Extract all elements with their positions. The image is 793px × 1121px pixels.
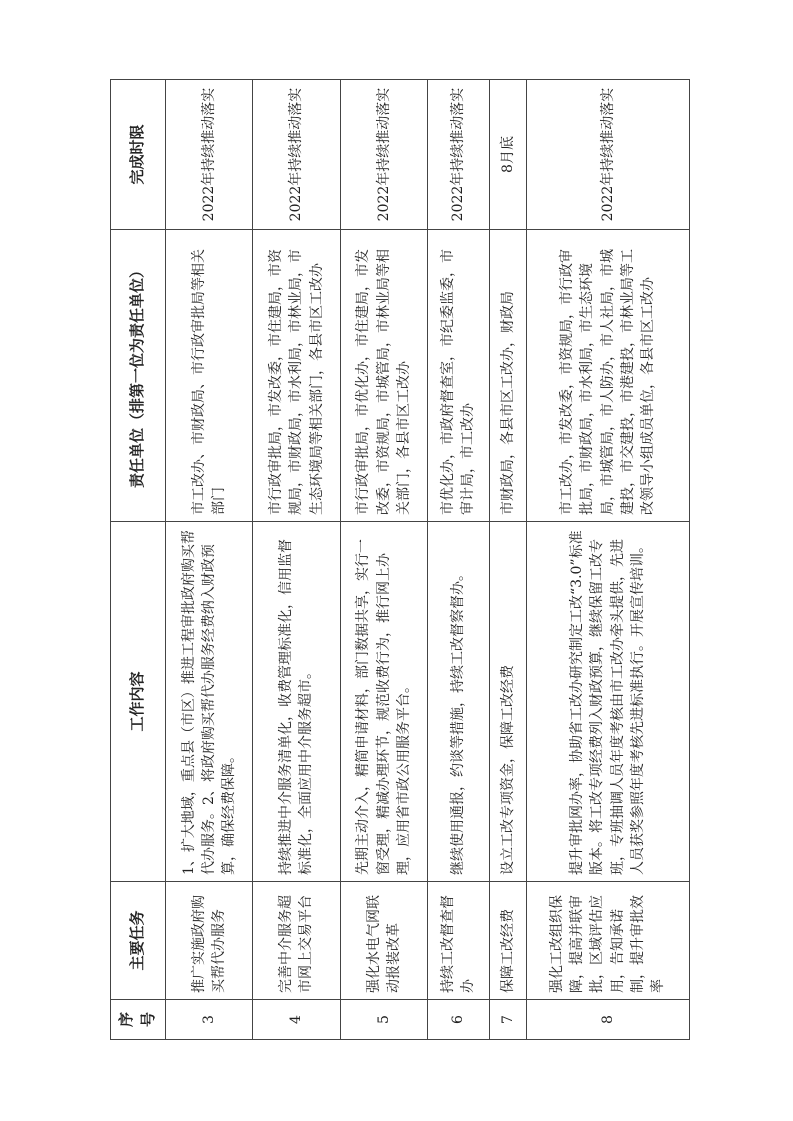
row-no: 4 (253, 1000, 340, 1040)
task-table (110, 79, 690, 1040)
table-row (427, 80, 489, 1040)
row-task: 完善中介服务超市网上交易平台 (253, 882, 340, 1000)
row-deadline: 2022年持续推动落实 (340, 80, 427, 230)
rotated-table-page (110, 80, 690, 1040)
row-task: 推广实施政府购买帮代办服务 (166, 882, 253, 1000)
row-no: 8 (526, 1000, 689, 1040)
header-content: 工作内容 (111, 522, 166, 882)
header-units: 责任单位（排第一位为责任单位） (111, 230, 166, 522)
row-deadline: 2022年持续推动落实 (253, 80, 340, 230)
row-content: 先期主动介入，精简申请材料，部门数据共享，实行一窗受理，精减办理环节，规范收费行为，推行网上办理，应用省市政公用服务平台。 (340, 522, 427, 882)
row-units: 市行政审批局，市发改委，市住建局，市资规局，市财政局，市水利局，市林业局，市生态环境局等相关部门，各县市区工改办 (253, 230, 340, 522)
header-task: 主要任务 (111, 882, 166, 1000)
table-row (166, 80, 253, 1040)
row-content: 继续使用通报，约谈等措施，持续工改督察督办。 (427, 522, 489, 882)
row-deadline: 2022年持续推动落实 (166, 80, 253, 230)
row-deadline: 2022年持续推动落实 (526, 80, 689, 230)
row-task: 保障工改经费 (489, 882, 526, 1000)
row-units: 市工改办、市财政局、市行政审批局等相关部门 (166, 230, 253, 522)
row-content: 1、扩大地域，重点县（市区）推进工程审批政府购买帮代办服务。2、将政府购买帮代办服务经费纳入财政预算，确保经费保障。 (166, 522, 253, 882)
row-deadline: 8月底 (489, 80, 526, 230)
header-deadline: 完成时限 (111, 80, 166, 230)
row-units: 市优化办，市政府督查室，市纪委监委，市审计局，市工改办 (427, 230, 489, 522)
table-header-row (111, 80, 166, 1040)
row-no: 5 (340, 1000, 427, 1040)
row-content: 提升审批网办率，协助省工改办研究制定工改“3.0”标准版本。将工改专项经费列入财政预算，继续保留工改专班，专班抽调人员年度考核由市工改办牵头提供，先进人员获奖参照年度考核先进标准执行。开展宣传培训。 (526, 522, 689, 882)
row-content: 持续推进中介服务清单化，收费管理标准化，信用监督标准化，全面应用中介服务超市。 (253, 522, 340, 882)
row-content: 设立工改专项资金，保障工改经费 (489, 522, 526, 882)
row-deadline: 2022年持续推动落实 (427, 80, 489, 230)
header-no: 序号 (111, 1000, 166, 1040)
row-units: 市财政局，各县市区工改办，财政局 (489, 230, 526, 522)
row-task: 强化工改组织保障，提高并联审批，区域评估应用，告知承诺制，提升审批效率 (526, 882, 689, 1000)
row-no: 6 (427, 1000, 489, 1040)
row-no: 7 (489, 1000, 526, 1040)
row-task: 强化水电气网联动报装改革 (340, 882, 427, 1000)
row-task: 持续工改督查督办 (427, 882, 489, 1000)
row-units: 市工改办，市发改委，市资规局，市行政审批局，市财政局，市水利局，市生态环境局，市城管局，市人防办，市人社局，市城建投，市交建投，市港建投，市林业局等工改领导小组成员单位，各县市区工改办 (526, 230, 689, 522)
table-row (526, 80, 689, 1040)
table-row (340, 80, 427, 1040)
row-no: 3 (166, 1000, 253, 1040)
row-units: 市行政审批局，市优化办，市住建局，市发改委，市资规局，市城管局，市林业局等相关部门，各县市区工改办 (340, 230, 427, 522)
table-row (253, 80, 340, 1040)
table-row (489, 80, 526, 1040)
